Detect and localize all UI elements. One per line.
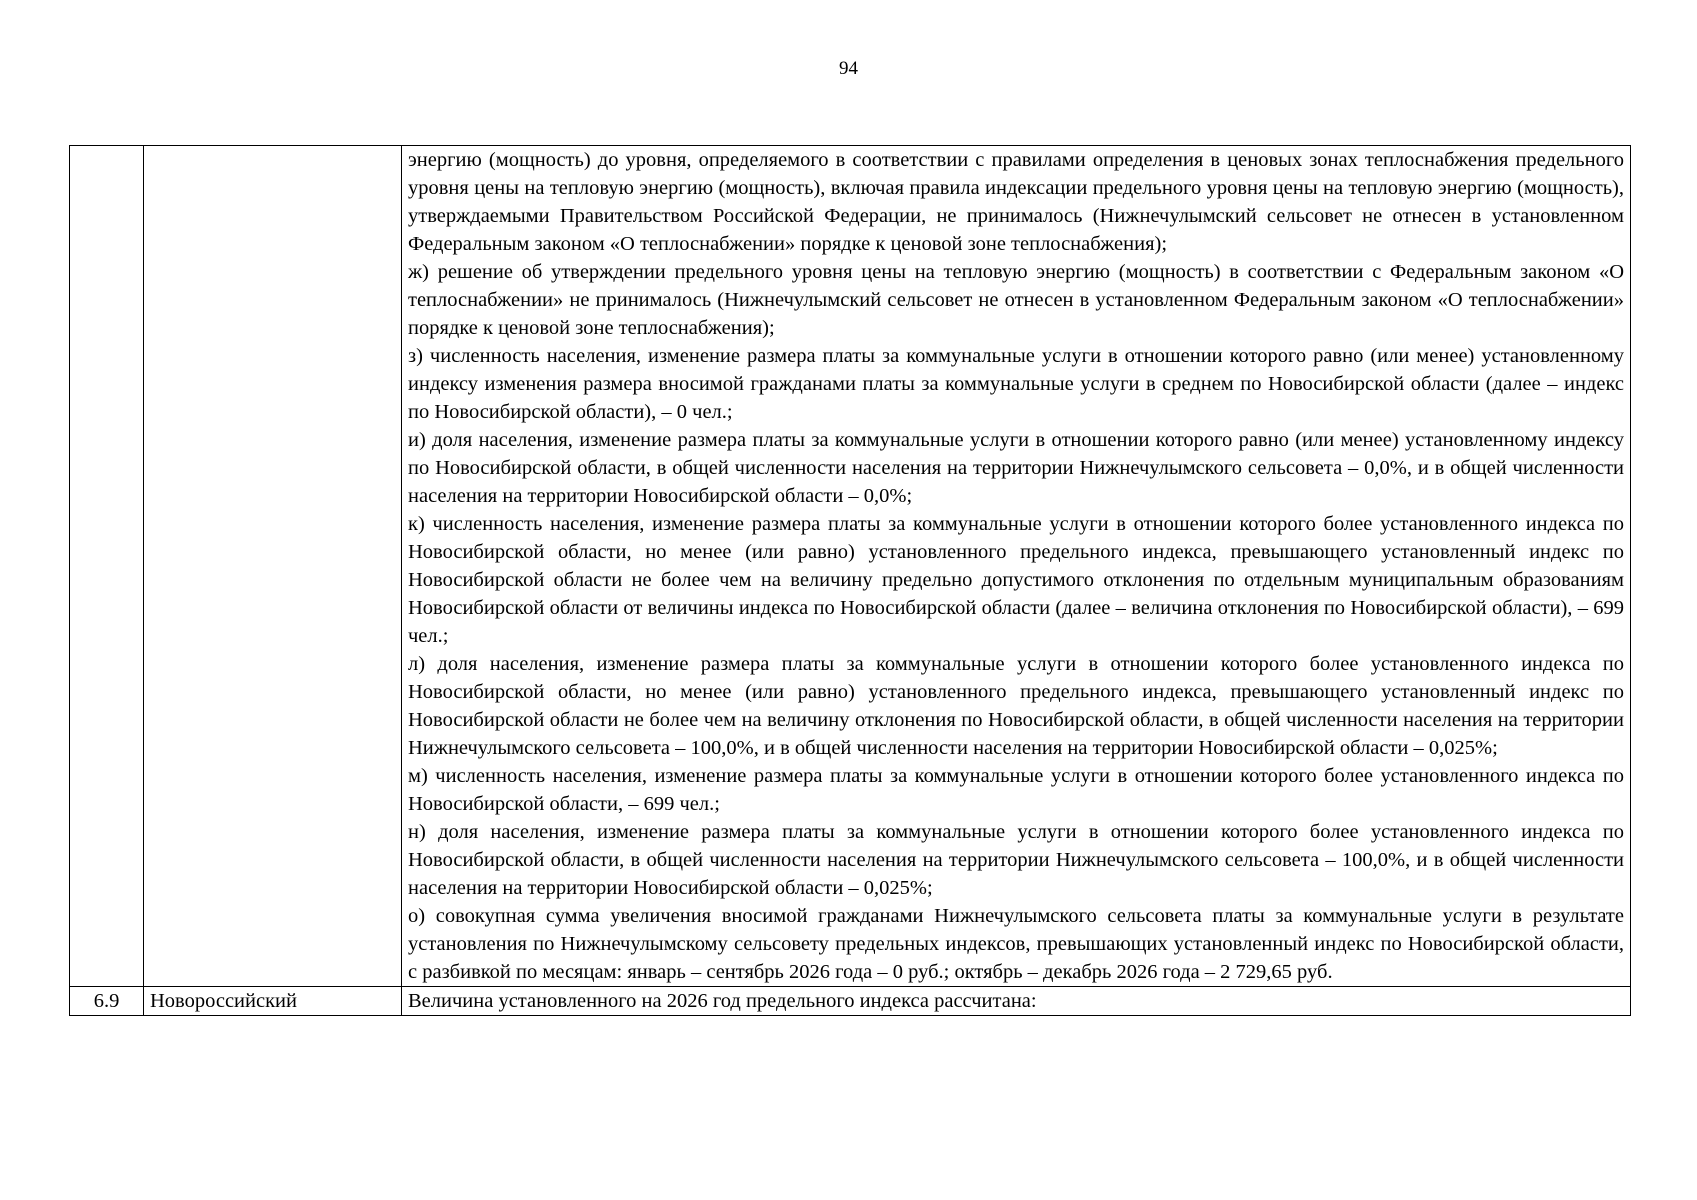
paragraph-intro: Величина установленного на 2026 год предельного индекса рассчитана: <box>408 990 1037 1012</box>
paragraph-z: з) численность населения, изменение размера платы за коммунальные услуги в отношении которого равно (или менее) установленному индексу изменения размера вносимой гражданами платы за коммунальные услуги в среднем по Новосибирской области (далее – индекс по Новосибирской области), – 0 чел.; <box>408 345 1624 423</box>
row-number-cell: 6.9 <box>70 987 144 1016</box>
paragraph-o: о) совокупная сумма увеличения вносимой гражданами Нижнечулымского сельсовета платы за коммунальные услуги в результате установления по Нижнечулымскому сельсовету предельных индексов, превышающих установленный индекс по Новосибирской области, с разбивкой по месяцам: январь – сентябрь 2026 года – 0 руб.; октябрь – декабрь 2026 года – 2 729,65 руб. <box>408 905 1624 983</box>
paragraph-continuation: энергию (мощность) до уровня, определяемого в соответствии с правилами определения в ценовых зонах теплоснабжения предельного уровня цены на тепловую энергию (мощность), включая правила индексации предельного уровня цены на тепловую энергию (мощность), утверждаемыми Правительством Российской Федерации, не принималось (Нижнечулымский сельсовет не отнесен в установленном Федеральным законом «О теплоснабжении» порядке к ценовой зоне теплоснабжения); <box>408 149 1624 255</box>
municipality-name-cell: Новороссийский <box>144 987 402 1016</box>
table-row <box>70 987 1631 1016</box>
paragraph-m: м) численность населения, изменение размера платы за коммунальные услуги в отношении которого более установленного индекса по Новосибирской области, – 699 чел.; <box>408 765 1624 815</box>
paragraph-l: л) доля населения, изменение размера платы за коммунальные услуги в отношении которого более установленного индекса по Новосибирской области, но менее (или равно) установленного предельного индекса, превышающего установленный индекс по Новосибирской области не более чем на величину отклонения по Новосибирской области, в общей численности населения на территории Нижнечулымского сельсовета – 100,0%, и в общей численности населения на территории Новосибирской области – 0,025%; <box>408 653 1624 759</box>
paragraph-k: к) численность населения, изменение размера платы за коммунальные услуги в отношении которого более установленного индекса по Новосибирской области, но менее (или равно) установленного предельного индекса, превышающего установленный индекс по Новосибирской области не более чем на величину предельно допустимого отклонения по отдельным муниципальным образованиям Новосибирской области от величины индекса по Новосибирской области (далее – величина отклонения по Новосибирской области), – 699 чел.; <box>408 513 1624 647</box>
row-number-cell <box>70 146 144 987</box>
paragraph-zh: ж) решение об утверждении предельного уровня цены на тепловую энергию (мощность) в соответствии с Федеральным законом «О теплоснабжении» не принималось (Нижнечулымский сельсовет не отнесен в установленном Федеральным законом «О теплоснабжении» порядке к ценовой зоне теплоснабжения); <box>408 261 1624 339</box>
page-number: 94 <box>839 58 858 79</box>
description-cell <box>402 987 1631 1016</box>
municipality-name-cell <box>144 146 402 987</box>
table-row <box>70 146 1631 987</box>
paragraph-i: и) доля населения, изменение размера платы за коммунальные услуги в отношении которого равно (или менее) установленному индексу по Новосибирской области, в общей численности населения на территории Нижнечулымского сельсовета – 0,0%, и в общей численности населения на территории Новосибирской области – 0,0%; <box>408 429 1624 507</box>
paragraph-n: н) доля населения, изменение размера платы за коммунальные услуги в отношении которого более установленного индекса по Новосибирской области, в общей численности населения на территории Нижнечулымского сельсовета – 100,0%, и в общей численности населения на территории Новосибирской области – 0,025%; <box>408 821 1624 899</box>
municipality-index-table <box>69 145 1631 1016</box>
description-cell <box>402 146 1631 987</box>
